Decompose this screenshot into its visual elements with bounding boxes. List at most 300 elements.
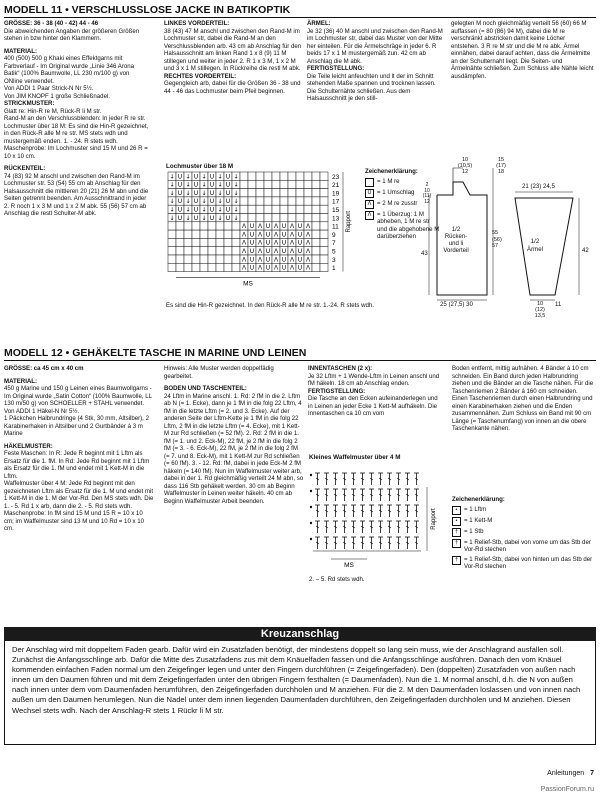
row-number: 23 [332,173,340,181]
chart-cell [312,230,320,238]
model12-column-2 [164,365,304,505]
chart-symbol: Λ [289,231,295,239]
chart-cell [320,238,328,246]
chart-symbol: ↓ [217,214,223,222]
row-number: 17 [332,198,340,206]
chain-dot [310,474,312,476]
chart-cell [232,263,240,271]
chart-cell [192,255,200,263]
row-number: 19 [332,190,340,198]
chart-symbol: U [281,231,287,239]
chart-cell [176,263,184,271]
chart-cell [304,180,312,188]
chart-cell [312,238,320,246]
section-heading: MATERIAL: [4,47,38,55]
chart-cell [224,238,232,246]
section-heading: GRÖSSE: 36 - 38 (40 - 42) 44 - 46 [4,20,99,27]
legend-item [452,506,594,515]
chart-cell [296,197,304,205]
chart-cell [248,214,256,222]
chart-symbol: Λ [273,256,279,264]
chart-symbol: Λ [305,239,311,247]
chart-cell [184,238,192,246]
chart-cell [256,172,264,180]
chart-cell [208,230,216,238]
legend-text: = 1 Umschlag [377,188,415,196]
footer-section-label: Anleitungen [547,770,585,777]
chart-symbol: ↓ [233,173,239,181]
sleeve-bottom-label: 10 (12) 13,5 [534,301,546,319]
chart-cell [272,214,280,222]
legend-title: Zeichenerklärung: [365,168,418,175]
chart-symbol: U [265,264,271,272]
chart-cell [272,197,280,205]
chart-cell [200,230,208,238]
paragraph: Feste Maschen: In R: Jede R beginnt mit 1 Lftm als Ersatz für die 1. fM. In Rd: Jede Rd beginnt mit 1 Lftm als Ersatz für die 1. fM und endet mit 1 Kett-M in die Lftm. [4,450,150,480]
chart-cell [304,197,312,205]
chart-cell [200,263,208,271]
chain-dot [310,490,312,492]
chart-symbol: U [209,181,215,189]
lochmuster-chart [166,163,366,298]
side-length-label: 43 [421,250,428,257]
chart-symbol: Λ [289,256,295,264]
legend-text: = 1 Relief-Stb, dabei von hinten um das Stb der Vor-Rd stechen [464,555,593,570]
chart-cell [216,263,224,271]
chart-cell [312,197,320,205]
chart-symbol: U [249,248,255,255]
legend-item [452,556,594,571]
chart-symbol: Λ [273,264,279,272]
chart-cell [312,247,320,255]
chart-symbol: Λ [305,223,311,231]
chart-symbol: ↓ [233,181,239,189]
chart-symbol: ↓ [233,189,239,197]
paragraph: Boden entfernt, mittig aufnähen. 4 Bänder à 10 cm schneiden. Ein Band durch jeden Halbrundring ziehen und die Bänder an die Tasche nähen. Für die Taschenriemen 2 Bänder á 160 cm schneiden. Einen Taschenriemen durch einen Halbrundring und einen Karabinerhaken ziehen und die Enden zusammennähen. Zum Schluss ein Band mit 90 cm Länge (= Taschenumfang) von innen an die obere Taschenkante nähen. [452,365,594,432]
chart-symbol: Λ [305,264,311,272]
section-heading: RECHTES VORDERTEIL: [164,72,237,80]
chart-symbol: Λ [241,248,247,255]
page-footer [547,770,594,777]
chart-symbol: ↓ [201,189,207,197]
chart-symbol: U [297,248,303,255]
paragraph: Die abweichenden Angaben der größeren Größen stehen in bzw hinter den Klammern. [4,27,140,42]
ms-label: MS [243,280,253,288]
section-heading: MATERIAL: [4,377,38,385]
chart-symbol: ↓ [185,181,191,189]
chart-cell [184,263,192,271]
chart-cell [280,214,288,222]
chart-symbol: U [249,256,255,264]
paragraph: Maschenprobe: In fM sind 15 M und 15 R = 10 x 10 cm; im Waffelmuster sind 13 M und 10 Rd = 10 x 10 cm. [4,510,145,532]
chart-symbol: U [225,181,231,189]
legend-symbol: † [452,556,461,565]
chart-symbol: ↓ [169,173,175,181]
paragraph: Maschenprobe: Im Lochmuster sind 15 M und 26 R = 10 x 10 cm. [4,145,148,160]
chart-symbol: U [209,214,215,222]
chart-cell [288,172,296,180]
chart-symbol: Λ [305,248,311,255]
chart-cell [232,255,240,263]
chart-symbol: ↓ [233,214,239,222]
chart-cell [184,230,192,238]
legend-symbol: Λ [365,211,374,220]
chart-cell [304,205,312,213]
chart-symbol: Λ [273,248,279,255]
chart-symbol: ↓ [185,214,191,222]
chart-symbol: ↓ [217,198,223,206]
chart-symbol: U [265,231,271,239]
chart-symbol: U [209,198,215,206]
paragraph: Je 32 (36) 40 M anschl und zwischen den Rand-M im Lochmuster str, dabei das Muster von der Mitte her einteilen. Für die Ärmelschräge in jeder 6. R beids 17 x 1 M mustergemäß zun. 42 cm ab Anschlag die M abk. [307,27,443,65]
section-heading: FERTIGSTELLUNG: [308,387,366,395]
chart-cell [296,180,304,188]
chart-symbol: Λ [257,264,263,272]
chart-symbol: Λ [257,256,263,264]
chain-dot [310,506,312,508]
chart-cell [216,230,224,238]
paragraph: Die Teile leicht anfeuchten und lt der im Schnitt stehenden Maße spannen und trocknen lassen. Die Schulternähte schließen. Aus dem Halsausschnitt je den still- [307,72,436,102]
chart-cell [312,180,320,188]
chart-cell [240,189,248,197]
chart-cell [168,238,176,246]
legend-symbol: • [452,517,461,526]
paragraph: 24 Lftm in Marine anschl. 1. Rd: 2 fM in die 2. Lftm ab N (= 1. Ecke), dann je 1 fM in die folg 22 Lftm, 4 fM in die letzte Lftm (= 2. und 3. Ecke). Auf der anderen Seite der Lftm-Kette je 1 fM in die folg 22 Lftm, 2 fM in die letzte Lftm (= 4. Ecke), mit 1 Kett-M zur Rd schließen (= 52 fM). 2. Rd: 2 fM in die 1. fM (= 1. und 2. Eck-M), 22 fM, je 2 fM in die folg 2 fM (= 3. - 6. Eck-M), 22 fM, je 2 fM in die folg 2 fM (= 7. und 8. Eck-M), mit 1 Kett-M zur Rd schließen (= 60 fM). 3. - 12. Rd: fM, dabei in jede Eck-M 2 fM häkeln (= 140 fM). Nun im Waffelmuster weiter arb, dabei in der 1. Rd gleichmäßig verteilt 24 M abn, so dass 116 Stb gehäkelt werden. 30 cm ab Beginn Waffelmuster in Leinen weiter häkeln. 40 cm ab Beginn Waffelmuster Arbeit beenden. [164,392,304,505]
legend-symbol: † [452,539,461,548]
waffelmuster-chart-title: Kleines Waffelmuster über 4 M [309,454,401,461]
paragraph: 450 g Marine und 150 g Leinen eines Baumwollgarns - Im Original wurde „Satin Cotton“ (100% Baumwolle, LL 130 m/50 g) von SCHOELLER + STAHL verwendet. [4,385,152,407]
chart-symbol: ↓ [201,173,207,181]
chart-cell [264,214,272,222]
chart-cell [304,214,312,222]
paragraph: Gegengleich arb, dabei für die Größen 36 - 38 und 44 - 46 das Lochmuster beim Pfeil beginnen. [164,80,301,95]
chart-cell [320,214,328,222]
chart-cell [304,172,312,180]
chart-cell [224,230,232,238]
chart-cell [320,197,328,205]
chart-cell [240,214,248,222]
model12-column-3 [308,365,442,418]
chart-cell [312,255,320,263]
chart-symbol: Λ [257,231,263,239]
chart-cell [312,263,320,271]
model12-column-4 [452,365,594,433]
chart-symbol: ↓ [217,189,223,197]
legend-symbol: • [452,506,461,515]
chart-cell [312,214,320,222]
chart-cell [168,230,176,238]
chart-symbol: U [177,206,183,214]
legend-text: = 1 Kett-M [464,516,493,524]
chart-symbol: ↓ [217,206,223,214]
chain-dot [310,522,312,524]
chart-cell [192,230,200,238]
chart-cell [320,205,328,213]
chart-symbol: U [281,256,287,264]
legend-text: = 1 Lftm [464,505,487,513]
chart-symbol: U [177,189,183,197]
chart-cell [224,247,232,255]
row-number: 11 [332,223,339,231]
chart-cell [264,180,272,188]
section-heading: BODEN UND TASCHENTEIL: [164,385,247,392]
legend-item [452,517,594,526]
chart-cell [248,197,256,205]
chart-symbol: Λ [257,223,263,231]
chart-symbol: U [177,173,183,181]
chart-symbol: U [209,206,215,214]
chart-symbol: Λ [289,239,295,247]
chart-cell [248,172,256,180]
chart-cell [280,172,288,180]
waffelmuster-caption: 2. – 5. Rd stets wdh. [309,576,365,583]
chart-symbol: ↓ [185,173,191,181]
chart-cell [280,189,288,197]
section-heading: STRICKMUSTER: [4,100,55,107]
chart-symbol: Λ [273,223,279,231]
chart-symbol: U [281,264,287,272]
chart-cell [264,205,272,213]
chart-cell [224,255,232,263]
watermark: PassionForum.ru [540,786,594,793]
legend-item [452,539,594,554]
chart-symbol: U [193,214,199,222]
chart-cell [232,238,240,246]
paragraph: Die Tasche an den Ecken aufeinanderlegen und in Leinen an jeder Ecke 1 Kett-M aufhäkeln. Die Innentaschen ca 10 cm vom [308,395,438,417]
legend-symbol: Λ [365,200,374,209]
chart-cell [320,247,328,255]
chart-symbol: U [193,189,199,197]
chart-symbol: ↓ [217,173,223,181]
chart-symbol: ↓ [201,214,207,222]
chart-symbol: ↓ [185,206,191,214]
chart-symbol: U [209,189,215,197]
chart-cell [272,172,280,180]
chart-cell [248,205,256,213]
chart-cell [232,230,240,238]
chart-symbol: U [249,239,255,247]
chart-symbol: U [209,173,215,181]
chart-cell [168,222,176,230]
section-heading: GRÖSSE: ca 45 cm x 40 cm [4,365,84,372]
row-number: 7 [332,240,336,248]
paragraph: Rand-M an den Verschlussblenden: In jeder R re str. [4,115,146,122]
chart-cell [320,189,328,197]
chart-cell [176,238,184,246]
legend-symbol [365,178,374,187]
chart-symbol: Λ [241,264,247,272]
chart-cell [232,247,240,255]
legend-text: = 2 M re zusstr [377,199,418,207]
chart-symbol: U [249,231,255,239]
model11-column-4 [451,20,594,80]
chart-cell [192,247,200,255]
chart-symbol: Λ [241,239,247,247]
paragraph: 38 (43) 47 M anschl und zwischen den Rand-M im Lochmuster str, dabei die Rand-M an den Verschlussblenden arb. 43 cm ab Anschlag für den Halsausschnitt am linken Rand 1 x 8 (9) 11 M stillegen und weiter in jeder 2. R 1 x 3 M, 1 x 2 M und 3 x 1 M stillegen. In Rückreihe die restl M abk. [164,27,302,72]
chart-symbol: Λ [241,223,247,231]
chart-symbol: U [193,206,199,214]
lochmuster-chart-grid [166,170,366,297]
chart-cell [176,255,184,263]
chart-cell [320,255,328,263]
chart-symbol: U [297,239,303,247]
legend-text: = 1 Relief-Stb, dabei von vorne um das Stb der Vor-Rd stechen [464,538,591,553]
sleeve-top-width-label: 21 (23) 24,5 [522,183,555,190]
chart-symbol: Λ [289,223,295,231]
row-number: 21 [332,182,340,190]
chart-cell [200,247,208,255]
paragraph: Hinweis: Alle Muster werden doppelfädig gearbeitet. [164,365,274,380]
chart-cell [200,222,208,230]
chart-cell [168,247,176,255]
ms-label: MS [344,562,354,569]
chart-symbol: ↓ [169,181,175,189]
chart-cell [280,197,288,205]
chart-cell [240,205,248,213]
chart-cell [176,230,184,238]
row-number: 9 [332,231,336,239]
chart-cell [256,205,264,213]
chart-cell [216,222,224,230]
back-panel-label: 1/2 Rücken- und li Vorderteil [443,227,469,254]
chart-cell [312,205,320,213]
chart-cell [280,180,288,188]
legend-symbol: † [452,528,461,537]
section-heading: RÜCKENTEIL: [4,165,46,172]
paragraph: Von JIM KNOPF 1 große Schließnadel. [4,92,111,100]
chart-symbol: U [265,239,271,247]
chain-dot [310,538,312,540]
chart-cell [280,205,288,213]
row-number: 15 [332,207,340,214]
chart-symbol: ↓ [201,206,207,214]
model12-legend [452,496,594,571]
chart-symbol: U [281,248,287,255]
chart-cell [296,172,304,180]
chart-symbol: U [225,214,231,222]
neck-width-label: 15 (17) 18 [496,157,506,175]
chart-cell [224,222,232,230]
chart-cell [312,222,320,230]
lochmuster-caption: Es sind die Hin-R gezeichnet. In den Rück-R alle M re str. 1.-24. R stets wdh. [166,302,374,309]
chart-symbol: ↓ [201,198,207,206]
legend-text: = 1 Stb [464,527,484,535]
paragraph: 1 Päckchen Halbrundringe (4 Stk, 30 mm, Altsilber), 2 Karabinerhaken in Altsilber und 2 Gurtbänder á 3 m Marine [4,415,149,437]
chart-symbol: Λ [305,231,311,239]
chart-cell [248,189,256,197]
paragraph: Je 32 Lftm + 1 Wende-Lftm in Leinen anschl und fM häkeln. 18 cm ab Anschlag enden. [308,372,440,387]
chart-cell [168,263,176,271]
kreuzanschlag-title: Kreuzanschlag [4,627,596,641]
chart-cell [296,189,304,197]
chart-symbol: U [265,223,271,231]
chart-cell [288,214,296,222]
legend-symbol: U [365,189,374,198]
chart-cell [272,180,280,188]
chart-symbol: U [297,223,303,231]
chart-symbol: Λ [241,231,247,239]
chart-symbol: ↓ [169,198,175,206]
chart-cell [320,263,328,271]
section-heading: FERTIGSTELLUNG: [307,65,365,72]
kreuzanschlag-text: Der Anschlag wird mit doppeltem Faden gearb. Dafür wird ein Zusatzfaden benötigt, der mindestens doppelt so lang sein muss, wie der Anschlagrand ausfallen soll. Zunächst die Anfangsschlinge arb. Dafür die Mitte des Zusatzfadens zus mit dem Knäuelfaden fassen und die Anfangsschlinge ausführen. Danach den vom Knäuel kommenden einfachen Faden normal um den Zeigefinger legen und unter den Fingern durchführen (= Zeigefingerfaden). Den (doppelten) Zusatzfaden von außen nach innen um den Daumen führen und mit dem Zeigefingerfaden unter den übrigen Fingern festhalten (= Daumenfaden). Nun die 1. M normal anschl, d.h. die N von außen nach innen unter dem vom Daumenfaden herumführen, den Zeigefingerfaden durchholen und M anziehen. Für die 2. M den Daumenfaden loslassen und von innen nach außen um den Daumen herumlegen. Nun die Nadel unter dem innen liegenden Daumenfaden durchführen, den Zeigefingerfaden durchholen und M anziehen. Diesen Wechsel stets wdh. Nach der Anschlag-R stets 1 Rückr li M str. [12,645,581,715]
paragraph: Waffelmuster über 4 M: Jede Rd beginnt mit den gezeichneten Lftm als Ersatz für die 1. M und endet mit 1 Kett-M in die 1. M der Vor-Rd. Den MS stets wdh. Die 1. - 5. Rd 1 x arb, dann die 2. - 5. Rd stets wdh. [4,480,154,510]
chart-cell [320,230,328,238]
chart-cell [288,189,296,197]
model11-column-1 [4,20,149,218]
row-number: 3 [332,256,336,264]
chart-symbol: Λ [305,256,311,264]
row-number: 5 [332,248,336,256]
chart-symbol: U [297,264,303,272]
chart-symbol: ↓ [185,198,191,206]
chart-cell [176,247,184,255]
chart-symbol: U [193,198,199,206]
chart-cell [216,247,224,255]
row-number: 13 [332,215,340,223]
chart-symbol: U [225,206,231,214]
chart-cell [256,189,264,197]
paragraph: 400 (500) 500 g Khaki eines Effektgarns mit Farbverlauf - Im Original wurde „Linie 346 Arona Batik“ (100% Baumwolle, LL 230 m/100 g) von ONline verwendet. [4,55,135,85]
model11-column-2 [164,20,302,95]
rapport-label: Rapport [431,508,437,530]
chart-cell [208,247,216,255]
chart-cell [184,255,192,263]
paragraph: Von ADDI 1 Häkel-N Nr 5½. [4,407,80,415]
chart-symbol: U [249,223,255,231]
paragraph: 74 (83) 92 M anschl und zwischen den Rand-M im Lochmuster str. 53 (54) 55 cm ab Anschlag für den Halsausschnitt die mittleren 20 (21) 26 M abn und die Seiten getrennt beenden. Am Ausschnittrand in jeder 2. R noch 1 x 3 M und 1 x 2 M abk. 55 (56) 57 cm ab Anschlag die restl Schulter-M abk. [4,172,149,217]
chart-cell [216,238,224,246]
chart-cell [264,189,272,197]
row-number: 1 [332,265,336,273]
chart-symbol: ↓ [185,189,191,197]
chart-cell [208,263,216,271]
chart-symbol: Λ [273,231,279,239]
chart-symbol: U [265,256,271,264]
chart-symbol: U [225,189,231,197]
legend-title: Zeichenerklärung: [452,496,505,503]
chart-symbol: Λ [241,256,247,264]
chart-symbol: U [281,239,287,247]
chart-cell [288,180,296,188]
back-height-label: 55 (56) 57 [492,230,502,249]
chart-cell [240,180,248,188]
lochmuster-chart-title: Lochmuster über 18 M [166,163,234,170]
chart-cell [304,189,312,197]
chart-cell [200,238,208,246]
chart-symbol: U [193,173,199,181]
chart-cell [288,205,296,213]
chart-symbol: U [177,198,183,206]
chart-cell [272,205,280,213]
sleeve-bottom-label-2: 11 [555,301,562,308]
chart-symbol: U [297,231,303,239]
chart-symbol: ↓ [233,206,239,214]
chart-symbol: U [225,173,231,181]
chart-cell [256,197,264,205]
chart-symbol: ↓ [169,189,175,197]
chart-cell [320,222,328,230]
chart-cell [208,255,216,263]
paragraph: Lochmuster über 18 M: Es sind die Hin-R gezeichnet, in den Rück-R alle M re str. MS stets wdh und mustergemäß enden. 1. - 24. R stets wdh. [4,122,149,145]
chart-symbol: ↓ [233,198,239,206]
chart-cell [296,205,304,213]
chart-cell [312,189,320,197]
chart-cell [248,180,256,188]
chart-cell [192,222,200,230]
chart-cell [264,172,272,180]
chart-cell [240,172,248,180]
